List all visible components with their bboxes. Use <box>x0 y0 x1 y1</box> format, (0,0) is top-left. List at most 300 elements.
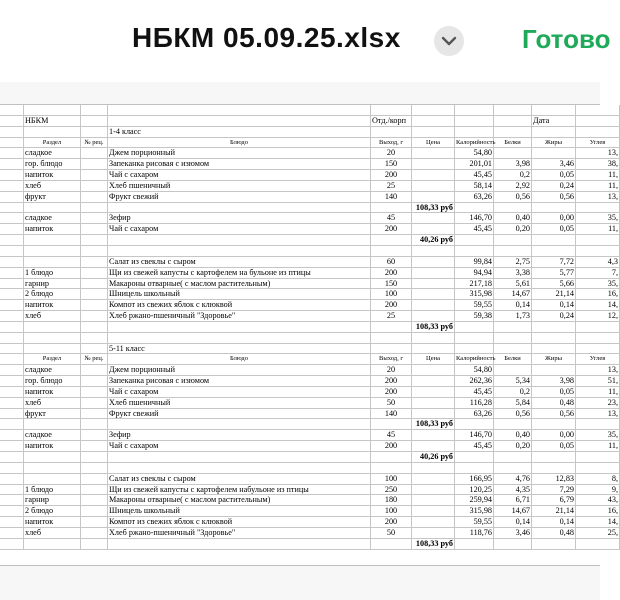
sheet-title-row <box>0 116 600 127</box>
table-row <box>0 256 618 268</box>
cell: Джем порционный <box>108 148 371 159</box>
cell: хлеб <box>24 398 81 409</box>
cell <box>412 268 455 279</box>
cell: 45,45 <box>455 387 494 398</box>
cell <box>455 539 494 550</box>
cell <box>108 105 371 116</box>
cell <box>371 419 412 430</box>
cell <box>532 246 576 257</box>
cell <box>81 528 108 539</box>
cell: 21,14 <box>532 506 576 517</box>
cell <box>0 105 24 116</box>
cell: 140 <box>371 409 412 420</box>
cell: 50 <box>371 398 412 409</box>
cell: 0,14 <box>494 517 532 528</box>
table-row <box>0 495 618 506</box>
cell <box>412 376 455 387</box>
cell <box>371 235 412 246</box>
cell: Белки <box>494 138 532 149</box>
table-row <box>0 527 618 539</box>
cell <box>494 333 532 344</box>
cell: 14, <box>576 517 620 528</box>
cell: 1,73 <box>494 311 532 322</box>
cell: 11, <box>576 387 620 398</box>
cell <box>576 105 620 116</box>
chevron-down-icon <box>441 34 457 48</box>
cell <box>494 365 532 376</box>
cell: 180 <box>371 495 412 506</box>
total-row <box>0 322 600 333</box>
cell <box>0 495 24 506</box>
cell: 14,67 <box>494 289 532 300</box>
cell: сладкое <box>24 365 81 376</box>
cell <box>412 289 455 300</box>
cell: Салат из свеклы с сыром <box>108 474 371 485</box>
empty-row <box>0 333 600 344</box>
table-row <box>0 246 600 257</box>
cell: 4,76 <box>494 474 532 485</box>
cell <box>0 430 24 441</box>
cell <box>494 148 532 159</box>
cell <box>412 279 455 290</box>
column-header-row <box>0 138 606 149</box>
cell: Щи из свежей капусты с картофелем набульоне из птицы <box>108 485 371 496</box>
cell <box>81 409 108 420</box>
cell: 166,95 <box>455 474 494 485</box>
cell: 116,28 <box>455 398 494 409</box>
cell: 38, <box>576 159 620 170</box>
cell <box>412 170 455 181</box>
cell <box>576 127 620 138</box>
cell: 20 <box>371 365 412 376</box>
cell: 60 <box>371 257 412 268</box>
table-row <box>0 180 618 192</box>
cell: 0,48 <box>532 398 576 409</box>
cell <box>24 344 81 355</box>
cell <box>0 246 24 257</box>
cell: Запеканка рисовая с изюмом <box>108 376 371 387</box>
cell <box>455 344 494 355</box>
cell: 5,66 <box>532 279 576 290</box>
table-row <box>0 441 618 452</box>
cell: Углев <box>576 354 620 365</box>
file-title[interactable]: НБКМ 05.09.25.xlsx <box>132 22 401 53</box>
cell <box>81 203 108 214</box>
cell <box>0 333 24 344</box>
cell: 63,26 <box>455 192 494 203</box>
cell <box>532 344 576 355</box>
cell <box>0 376 24 387</box>
cell: 45 <box>371 430 412 441</box>
cell <box>455 463 494 474</box>
cell: 16, <box>576 289 620 300</box>
cell: 2 блюдо <box>24 289 81 300</box>
cell: 8, <box>576 474 620 485</box>
cell <box>0 116 24 127</box>
cell: 14,67 <box>494 506 532 517</box>
cell: 150 <box>371 279 412 290</box>
cell: № рец. <box>81 138 108 149</box>
cell <box>24 257 81 268</box>
cell <box>412 485 455 496</box>
cell <box>108 419 371 430</box>
total-row <box>0 452 600 463</box>
cell <box>532 148 576 159</box>
cell: Макароны отварные( с маслом растительным) <box>108 495 371 506</box>
cell: 0,48 <box>532 528 576 539</box>
cell: 1 блюдо <box>24 268 81 279</box>
cell <box>532 333 576 344</box>
cell: 3,46 <box>494 528 532 539</box>
cell <box>576 333 620 344</box>
cell: 120,25 <box>455 485 494 496</box>
cell <box>412 387 455 398</box>
cell <box>576 452 620 463</box>
cell: Углев <box>576 138 620 149</box>
cell: напиток <box>24 170 81 181</box>
cell: 54,80 <box>455 148 494 159</box>
cell <box>576 463 620 474</box>
cell: 13, <box>576 365 620 376</box>
cell <box>81 474 108 485</box>
cell: Шницель школьный <box>108 289 371 300</box>
cell <box>0 506 24 517</box>
cell: 200 <box>371 300 412 311</box>
cell <box>81 452 108 463</box>
cell <box>455 452 494 463</box>
cell: фрукт <box>24 192 81 203</box>
cell: Хлеб ржано-пшеничный "Здоровье" <box>108 528 371 539</box>
cell <box>371 539 412 550</box>
cell <box>81 344 108 355</box>
cell: 200 <box>371 387 412 398</box>
cell: Зефир <box>108 213 371 224</box>
cell <box>412 311 455 322</box>
cell <box>412 517 455 528</box>
cell: 45,45 <box>455 170 494 181</box>
cell: НБКМ <box>24 116 81 127</box>
cell <box>0 279 24 290</box>
cell: Жиры <box>532 138 576 149</box>
cell <box>412 159 455 170</box>
cell: Компот из свежих яблок с клюквой <box>108 300 371 311</box>
cell <box>0 235 24 246</box>
table-row <box>0 170 618 181</box>
total-row <box>0 419 600 430</box>
cell: Макароны отварные( с маслом растительным) <box>108 279 371 290</box>
cell: Фрукт свежий <box>108 192 371 203</box>
cell: 259,94 <box>455 495 494 506</box>
cell: 59,55 <box>455 517 494 528</box>
table-row <box>0 267 618 279</box>
cell: 7,72 <box>532 257 576 268</box>
cell <box>371 127 412 138</box>
cell: 25 <box>371 181 412 192</box>
cell: 0,14 <box>532 300 576 311</box>
cell <box>412 409 455 420</box>
cell: 0,56 <box>494 192 532 203</box>
cell <box>412 441 455 452</box>
cell <box>412 105 455 116</box>
cell <box>0 268 24 279</box>
cell: напиток <box>24 441 81 452</box>
class-label-row <box>0 127 600 138</box>
cell: 100 <box>371 474 412 485</box>
spreadsheet-page <box>0 104 618 566</box>
cell: 315,98 <box>455 506 494 517</box>
cell <box>371 105 412 116</box>
cell <box>24 105 81 116</box>
cell: 54,80 <box>455 365 494 376</box>
table-row <box>0 191 618 203</box>
cell <box>81 322 108 333</box>
table-row <box>0 278 618 290</box>
cell: 3,46 <box>532 159 576 170</box>
document-viewer[interactable] <box>0 82 618 600</box>
cell <box>0 539 24 550</box>
cell <box>532 452 576 463</box>
cell: Чай с сахаром <box>108 170 371 181</box>
cell: Запеканка рисовая с изюмом <box>108 159 371 170</box>
cell <box>494 539 532 550</box>
cell <box>412 257 455 268</box>
cell: 51, <box>576 376 620 387</box>
cell: 0,56 <box>532 409 576 420</box>
cell: 0,00 <box>532 430 576 441</box>
cell: 315,98 <box>455 289 494 300</box>
cell: Шницель школьный <box>108 506 371 517</box>
cell <box>0 148 24 159</box>
cell <box>108 235 371 246</box>
cell: Хлеб пшеничный <box>108 181 371 192</box>
cell: Белки <box>494 354 532 365</box>
table-row <box>0 430 618 441</box>
cell <box>412 246 455 257</box>
cell: 0,05 <box>532 441 576 452</box>
cell: Фрукт свежий <box>108 409 371 420</box>
cell <box>412 344 455 355</box>
cell: 35, <box>576 279 620 290</box>
cell <box>81 224 108 235</box>
cell: 3,38 <box>494 268 532 279</box>
cell: 5-11 класс <box>108 344 371 355</box>
cell: Хлеб ржано-пшеничный "Здоровье" <box>108 311 371 322</box>
cell <box>0 224 24 235</box>
cell: 0,56 <box>532 192 576 203</box>
cell: 20 <box>371 148 412 159</box>
cell <box>412 365 455 376</box>
cell <box>24 322 81 333</box>
cell: 0,56 <box>494 409 532 420</box>
cell: 58,14 <box>455 181 494 192</box>
cell: гор. блюдо <box>24 159 81 170</box>
cell <box>108 539 371 550</box>
cell <box>494 452 532 463</box>
cell <box>494 203 532 214</box>
cell: Раздел <box>24 354 81 365</box>
cell <box>576 246 620 257</box>
cell <box>24 474 81 485</box>
cell: 200 <box>371 268 412 279</box>
cell <box>0 419 24 430</box>
cell <box>0 485 24 496</box>
cell: Чай с сахаром <box>108 441 371 452</box>
cell <box>412 300 455 311</box>
cell: 2,92 <box>494 181 532 192</box>
cell: 13, <box>576 409 620 420</box>
done-button[interactable]: Готово <box>522 24 611 54</box>
cell: хлеб <box>24 181 81 192</box>
cell: 25 <box>371 311 412 322</box>
cell <box>412 127 455 138</box>
cell <box>81 235 108 246</box>
cell <box>412 224 455 235</box>
cell: 0,20 <box>494 441 532 452</box>
cell <box>494 127 532 138</box>
cell: 16, <box>576 506 620 517</box>
cell <box>0 257 24 268</box>
cell: хлеб <box>24 311 81 322</box>
cell <box>108 452 371 463</box>
cell: сладкое <box>24 213 81 224</box>
cell: 250 <box>371 485 412 496</box>
cell: гарнир <box>24 279 81 290</box>
cell: 108,33 руб <box>412 322 455 333</box>
table-row <box>0 148 618 159</box>
cell: гор. блюдо <box>24 376 81 387</box>
cell <box>108 246 371 257</box>
cell: 45 <box>371 213 412 224</box>
cell <box>81 268 108 279</box>
cell <box>24 452 81 463</box>
cell: 200 <box>371 170 412 181</box>
table-row <box>0 365 618 376</box>
cell: 4,3 <box>576 257 620 268</box>
cell <box>81 419 108 430</box>
cell: 150 <box>371 159 412 170</box>
cell <box>81 148 108 159</box>
cell <box>455 235 494 246</box>
cell <box>108 463 371 474</box>
cell <box>0 528 24 539</box>
cell <box>0 409 24 420</box>
cell <box>412 192 455 203</box>
cell <box>81 105 108 116</box>
cell <box>0 452 24 463</box>
cell: 59,38 <box>455 311 494 322</box>
cell: Выход, г <box>371 138 412 149</box>
cell <box>455 333 494 344</box>
cell: Цена <box>412 354 455 365</box>
total-row <box>0 235 600 246</box>
cell <box>0 517 24 528</box>
cell <box>24 419 81 430</box>
cell <box>371 333 412 344</box>
cell: хлеб <box>24 528 81 539</box>
cell <box>81 257 108 268</box>
cell: 0,2 <box>494 387 532 398</box>
table-row <box>0 386 618 398</box>
cell: 50 <box>371 528 412 539</box>
cell <box>0 213 24 224</box>
cell <box>108 333 371 344</box>
table-row <box>0 300 618 311</box>
cell <box>81 539 108 550</box>
cell: Зефир <box>108 430 371 441</box>
cell: 146,70 <box>455 213 494 224</box>
cell: 0,2 <box>494 170 532 181</box>
cell: 217,18 <box>455 279 494 290</box>
cell: 94,94 <box>455 268 494 279</box>
cell <box>0 344 24 355</box>
cell <box>0 192 24 203</box>
table-row <box>0 311 618 322</box>
cell <box>81 116 108 127</box>
cell <box>81 159 108 170</box>
cell: Отд./корп <box>371 116 412 127</box>
table-row <box>0 376 618 387</box>
cell <box>0 365 24 376</box>
cell: 5,61 <box>494 279 532 290</box>
cell <box>0 463 24 474</box>
cell: 6,79 <box>532 495 576 506</box>
cell <box>532 203 576 214</box>
cell <box>371 452 412 463</box>
cell <box>81 289 108 300</box>
cell: 43, <box>576 495 620 506</box>
cell <box>81 506 108 517</box>
cell <box>455 246 494 257</box>
cell: 201,01 <box>455 159 494 170</box>
cell <box>0 159 24 170</box>
cell <box>81 485 108 496</box>
cell <box>412 463 455 474</box>
file-top-bar <box>0 0 611 83</box>
file-options-button[interactable] <box>434 26 464 56</box>
cell: 100 <box>371 289 412 300</box>
cell: 108,33 руб <box>412 419 455 430</box>
cell <box>455 116 494 127</box>
cell <box>412 506 455 517</box>
cell: 5,84 <box>494 398 532 409</box>
cell: 0,14 <box>532 517 576 528</box>
cell: 21,14 <box>532 289 576 300</box>
cell <box>494 419 532 430</box>
cell <box>81 311 108 322</box>
cell <box>81 463 108 474</box>
cell: Дата <box>532 116 576 127</box>
cell <box>576 322 620 333</box>
cell <box>455 419 494 430</box>
cell <box>108 322 371 333</box>
cell <box>576 419 620 430</box>
cell <box>412 116 455 127</box>
table-row <box>0 473 618 485</box>
cell <box>576 203 620 214</box>
cell: 0,05 <box>532 170 576 181</box>
cell <box>0 170 24 181</box>
cell: Чай с сахаром <box>108 224 371 235</box>
cell: 12,83 <box>532 474 576 485</box>
cell: 200 <box>371 376 412 387</box>
cell: 140 <box>371 192 412 203</box>
cell: 0,20 <box>494 224 532 235</box>
cell: Раздел <box>24 138 81 149</box>
cell: 40,26 руб <box>412 452 455 463</box>
cell: Салат из свеклы с сыром <box>108 257 371 268</box>
cell: сладкое <box>24 148 81 159</box>
cell <box>371 203 412 214</box>
